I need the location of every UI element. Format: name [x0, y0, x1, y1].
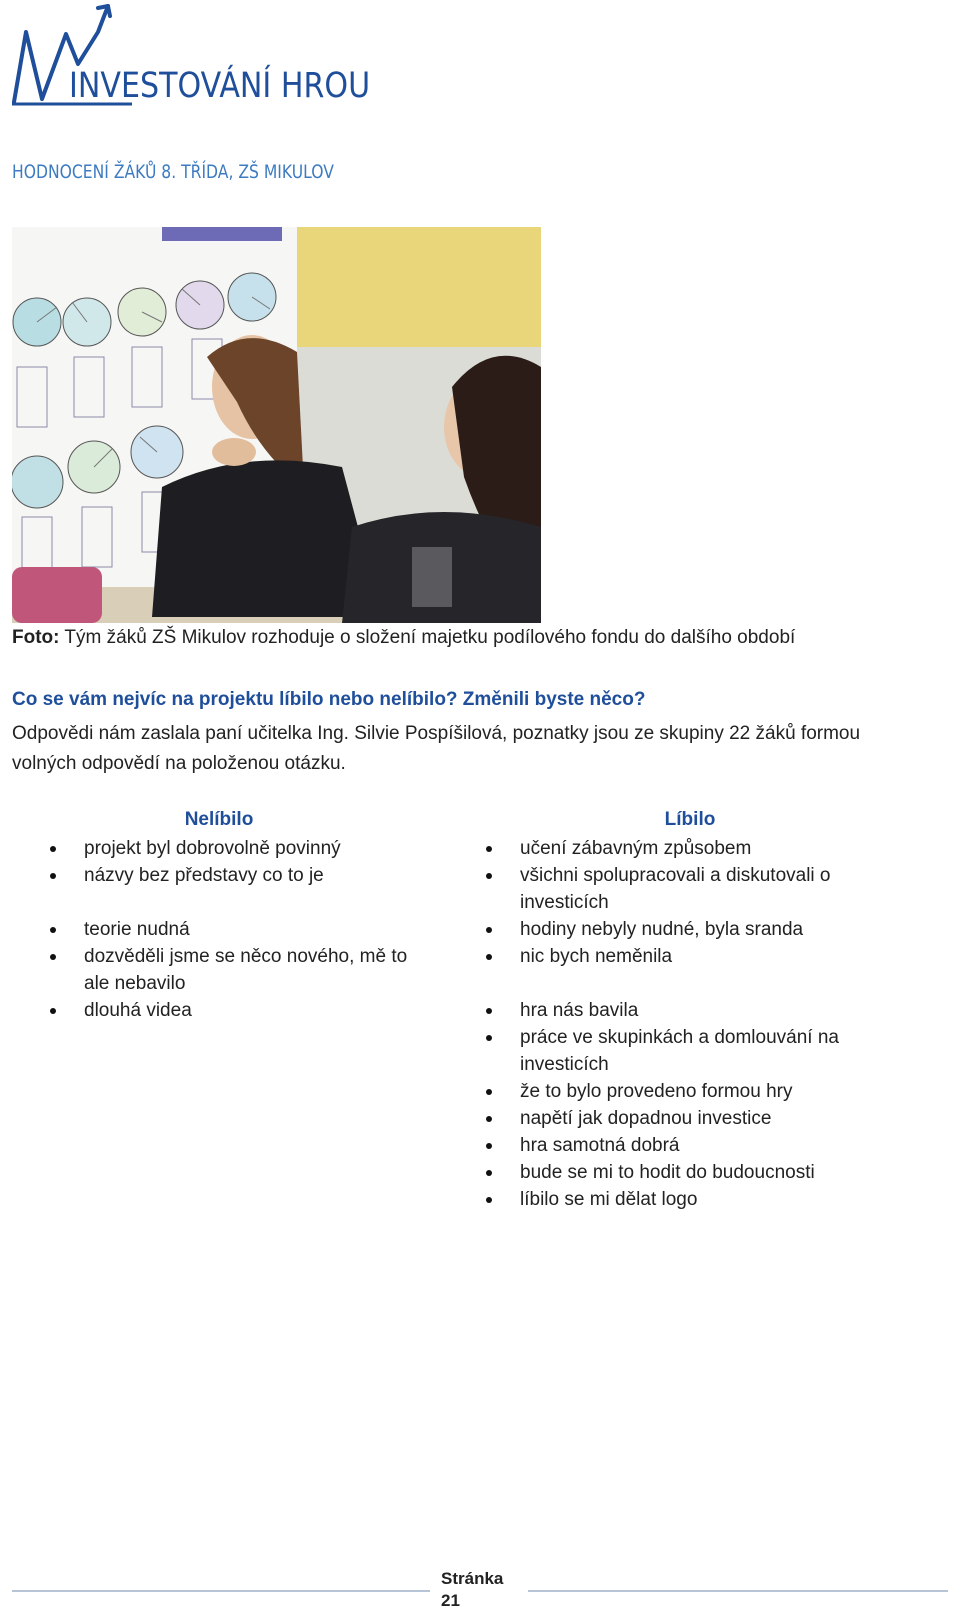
page-number: 21 — [441, 1591, 460, 1610]
question-heading: Co se vám nejvíc na projektu líbilo nebo nelíbilo? Změnili byste něco? — [12, 689, 646, 710]
list-item: hra samotná dobrá — [486, 1132, 866, 1159]
photo-caption — [12, 627, 795, 649]
list-item: dlouhá videa — [50, 997, 430, 1024]
caption-text: Tým žáků ZŠ Mikulov rozhoduje o složení majetku podílového fondu do dalšího období — [59, 627, 796, 648]
footer-rule-left — [12, 1590, 430, 1592]
page-label: Stránka — [441, 1569, 504, 1588]
list-item: názvy bez představy co to je — [50, 862, 430, 889]
footer-rule-right — [528, 1590, 948, 1592]
caption-label: Foto: — [12, 627, 60, 648]
list-item: líbilo se mi dělat logo — [486, 1186, 866, 1213]
logo — [12, 4, 392, 108]
list-item: učení zábavným způsobem — [486, 835, 866, 862]
list-item: dozvěděli jsme se něco nového, mě to ale nebavilo — [50, 943, 430, 997]
page-footer — [441, 1568, 503, 1612]
list-item: napětí jak dopadnou investice — [486, 1105, 866, 1132]
list-item: všichni spolupracovali a diskutovali o investicích — [486, 862, 866, 916]
logo-text: INVESTOVÁNÍ HROU — [69, 66, 371, 106]
list-gap — [486, 970, 866, 997]
list-item: nic bych neměnila — [486, 943, 866, 970]
section-title: HODNOCENÍ ŽÁKŮ 8. TŘÍDA, ZŠ MIKULOV — [12, 161, 334, 183]
liked-heading: Líbilo — [664, 809, 716, 830]
list-gap — [50, 889, 430, 916]
list-item: bude se mi to hodit do budoucnosti — [486, 1159, 866, 1186]
list-item: práce ve skupinkách a domlouvání na investicích — [486, 1024, 866, 1078]
list-item: hodiny nebyly nudné, byla sranda — [486, 916, 866, 943]
classroom-photo — [12, 227, 541, 623]
list-item: teorie nudná — [50, 916, 430, 943]
liked-list — [486, 835, 866, 1213]
list-item: že to bylo provedeno formou hry — [486, 1078, 866, 1105]
disliked-heading: Nelíbilo — [184, 809, 254, 830]
disliked-list — [50, 835, 430, 1024]
list-item: hra nás bavila — [486, 997, 866, 1024]
list-item: projekt byl dobrovolně povinný — [50, 835, 430, 862]
answer-intro: Odpovědi nám zaslala paní učitelka Ing. Silvie Pospíšilová, poznatky jsou ze skupiny 22 žáků formou volných odpovědí na položenou otázku. — [12, 723, 861, 774]
